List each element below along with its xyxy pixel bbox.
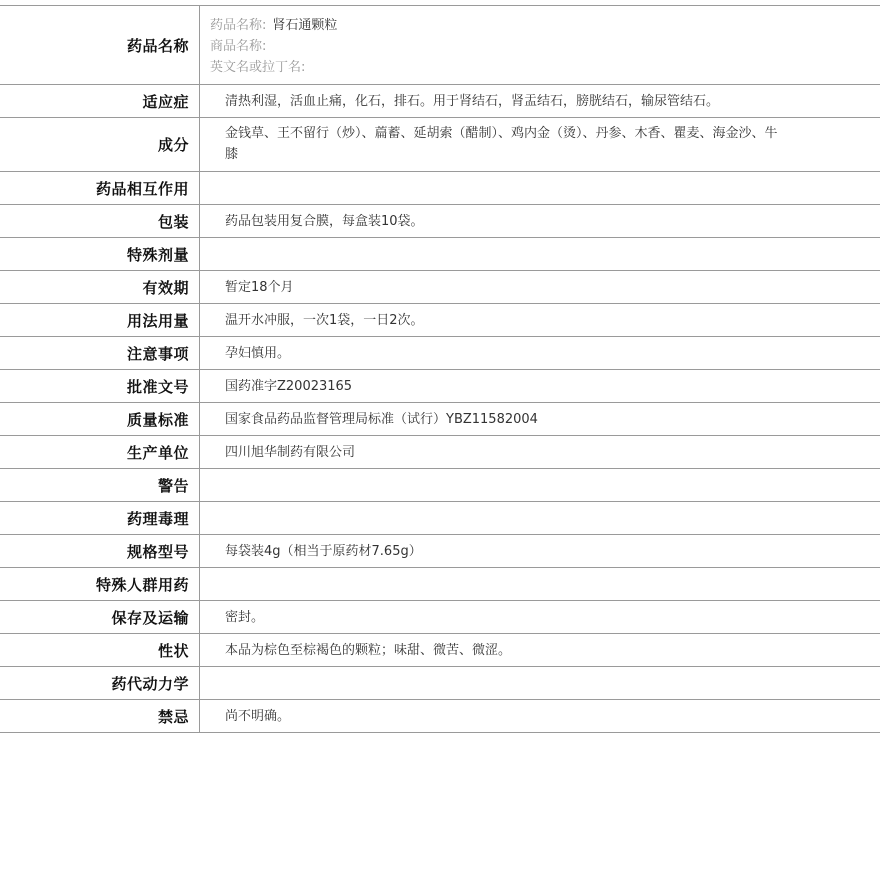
row-label: 药理毒理	[0, 502, 200, 534]
drug-spec-table	[0, 5, 880, 733]
row-value: 每袋装4g（相当于原药材7.65g）	[225, 543, 422, 559]
row-packaging	[0, 205, 880, 238]
row-precautions	[0, 337, 880, 370]
row-label: 有效期	[0, 271, 200, 303]
row-label: 成分	[0, 118, 200, 171]
row-value: 温开水冲服，一次1袋，一日2次。	[225, 312, 424, 328]
row-specification	[0, 535, 880, 568]
row-indications	[0, 85, 880, 118]
row-quality-standard	[0, 403, 880, 436]
row-value: 国药准字Z20023165	[225, 378, 353, 394]
generic-name-line	[210, 15, 337, 36]
english-name-line	[210, 57, 337, 78]
row-value: 暂定18个月	[225, 279, 294, 295]
row-special-dosage	[0, 238, 880, 271]
row-label: 保存及运输	[0, 601, 200, 633]
row-value: 尚不明确。	[225, 708, 291, 724]
row-label: 包装	[0, 205, 200, 237]
row-label: 药品名称	[0, 6, 200, 84]
row-storage	[0, 601, 880, 634]
row-value	[200, 568, 880, 600]
row-value: 国家食品药品监督管理局标准（试行）YBZ11582004	[225, 411, 538, 427]
row-value	[200, 172, 880, 204]
row-label: 规格型号	[0, 535, 200, 567]
row-label: 禁忌	[0, 700, 200, 732]
row-value: 密封。	[225, 609, 265, 625]
row-approval-number	[0, 370, 880, 403]
row-toxicology	[0, 502, 880, 535]
row-warning	[0, 469, 880, 502]
row-validity	[0, 271, 880, 304]
row-value	[200, 469, 880, 501]
row-label: 批准文号	[0, 370, 200, 402]
row-value: 孕妇慎用。	[225, 345, 291, 361]
row-value: 四川旭华制药有限公司	[225, 444, 356, 460]
row-value: 金钱草、王不留行（炒）、萹蓄、延胡索（醋制）、鸡内金（烫）、丹参、木香、瞿麦、海金沙、牛膝	[225, 126, 778, 162]
row-drug-name	[0, 6, 880, 85]
row-ingredients	[0, 118, 880, 172]
row-label: 适应症	[0, 85, 200, 117]
drug-name-block	[200, 6, 337, 84]
generic-name-label: 药品名称:	[210, 18, 267, 33]
row-label: 药品相互作用	[0, 172, 200, 204]
row-label: 质量标准	[0, 403, 200, 435]
row-value: 药品包装用复合膜，每盒装10袋。	[225, 213, 424, 229]
row-usage	[0, 304, 880, 337]
row-label: 特殊剂量	[0, 238, 200, 270]
generic-name-value: 肾石通颗粒	[272, 18, 338, 33]
trade-name-line	[210, 36, 337, 57]
row-value	[200, 238, 880, 270]
row-manufacturer	[0, 436, 880, 469]
row-label: 注意事项	[0, 337, 200, 369]
english-name-label: 英文名或拉丁名:	[210, 60, 306, 75]
row-value	[200, 667, 880, 699]
row-special-population	[0, 568, 880, 601]
row-label: 性状	[0, 634, 200, 666]
row-label: 用法用量	[0, 304, 200, 336]
row-value: 本品为棕色至棕褐色的颗粒；味甜、微苦、微涩。	[225, 642, 512, 658]
row-interactions	[0, 172, 880, 205]
row-label: 生产单位	[0, 436, 200, 468]
row-value	[200, 502, 880, 534]
row-label: 警告	[0, 469, 200, 501]
row-label: 特殊人群用药	[0, 568, 200, 600]
row-description	[0, 634, 880, 667]
row-pharmacokinetics	[0, 667, 880, 700]
row-value: 清热利湿，活血止痛，化石，排石。用于肾结石，肾盂结石，膀胱结石，输尿管结石。	[225, 93, 720, 109]
trade-name-label: 商品名称:	[210, 39, 267, 54]
row-contraindications	[0, 700, 880, 733]
row-label: 药代动力学	[0, 667, 200, 699]
